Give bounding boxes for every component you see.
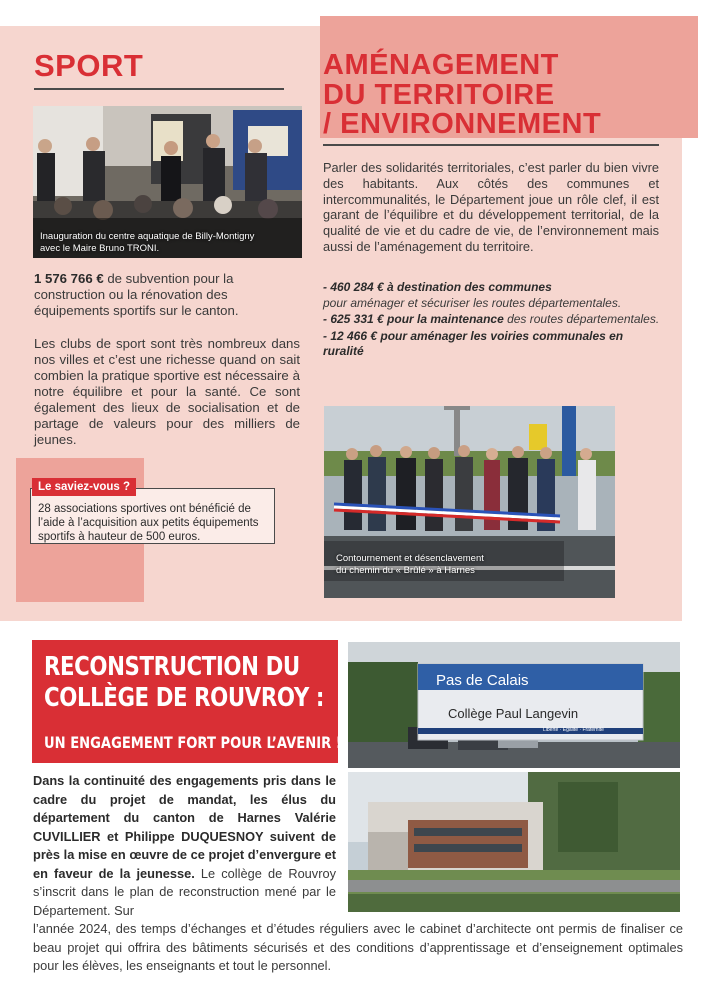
college-sign-region-text: Pas de Calais — [436, 672, 529, 689]
sport-photo-caption-line2: avec le Maire Bruno TRONI. — [40, 243, 160, 254]
bullet-communes-bold: - 460 284 € à destination des communes — [323, 280, 552, 294]
college-paragraph-rest: Le collège de Rouvroy s’inscrit dans le plan de reconstruction mené par le Département. Sur — [33, 865, 336, 918]
sport-clubs-paragraph: Les clubs de sport sont très nombreux dans nos villes et c’est une richesse quand on sait combien la pratique sportive est nécessaire à notre équilibre et pour la santé. Ce sont également des lieux de socialisation et de partage de valeurs pour des milliers de jeunes. — [34, 336, 300, 447]
college-banner-subtitle: UN ENGAGEMENT FORT POUR L’AVENIR ! — [44, 733, 342, 752]
college-paragraph — [33, 772, 336, 920]
sport-photo-caption — [40, 231, 254, 255]
bullet-maintenance — [323, 312, 663, 328]
bullet-maintenance-italic: des routes départementales. — [503, 312, 660, 326]
road-photo-caption-line1: Contournement et désenclavement — [336, 553, 484, 564]
college-building-photo — [348, 772, 680, 912]
road-photo-caption — [336, 553, 484, 577]
sport-photo-caption-line1: Inauguration du centre aquatique de Billy-Montigny — [40, 231, 255, 242]
bullet-communes-italic: pour aménager et sécuriser les routes départementales. — [323, 295, 622, 310]
college-banner-line2: COLLÈGE DE ROUVROY : — [44, 683, 325, 713]
amenagement-intro: Parler des solidarités territoriales, c’est parler du bien vivre des habitants. Aux côtés des communes et intercommunalités, le Département joue un rôle clef, il est garant de l’équilibre et du développement territorial, de la qualité de vie et du cadre de vie, de l’environnement mais aussi de l’aménagement du territoire. — [323, 160, 659, 254]
sport-subsidy-amount: 1 576 766 € — [34, 271, 104, 286]
college-sign-photo — [348, 642, 680, 768]
sport-title: SPORT — [34, 48, 144, 83]
saviez-vous-text: 28 associations sportives ont bénéficié de l’aide à l’acquisition aux petits équipements sportifs à hauteur de 500 euros. — [38, 503, 259, 544]
bullet-maintenance-bold: - 625 331 € pour la maintenance — [323, 312, 504, 326]
college-paragraph-full: l’année 2024, des temps d’échanges et d’études réguliers avec le cabinet d’architecte ont permis de finaliser ce beau projet qui offrira des bâtiments sécurisés et des conditions d’apprentissage et d’enseignement optimales pour les élèves, les enseignants et tout le personnel. — [33, 921, 683, 973]
college-sign-name-text: Collège Paul Langevin — [448, 706, 579, 721]
sport-subsidy-text — [34, 271, 284, 319]
amenagement-title: AMÉNAGEMENT DU TERRITOIRE / ENVIRONNEMENT — [323, 49, 602, 141]
college-sign-motto-text: Liberté · Égalité · Fraternité — [543, 727, 604, 733]
sport-subsidy-rest: de subvention pour la construction ou la rénovation des équipements sportifs sur le canton. — [34, 271, 239, 318]
amenagement-title-rule — [323, 144, 659, 146]
road-photo-caption-line2: du chemin du « Brûlé » à Harnes — [336, 565, 475, 576]
amenagement-bullets — [323, 280, 663, 361]
bullet-communes — [323, 280, 663, 311]
college-banner-line1: RECONSTRUCTION DU — [44, 652, 300, 682]
bullet-voiries: - 12 466 € pour aménager les voiries communales en ruralité — [323, 328, 624, 358]
saviez-vous-label: Le saviez-vous ? — [32, 478, 136, 496]
college-paragraph-bold: Dans la continuité des engagements pris dans le cadre du projet de mandat, les élus du département du canton de Harnes Valérie CUVILLIER et Philippe DUQUESNOY suivent de près la mise en œuvre de ce projet d’envergure et en faveur de la jeunesse. — [33, 773, 336, 881]
sport-title-rule — [34, 88, 284, 90]
